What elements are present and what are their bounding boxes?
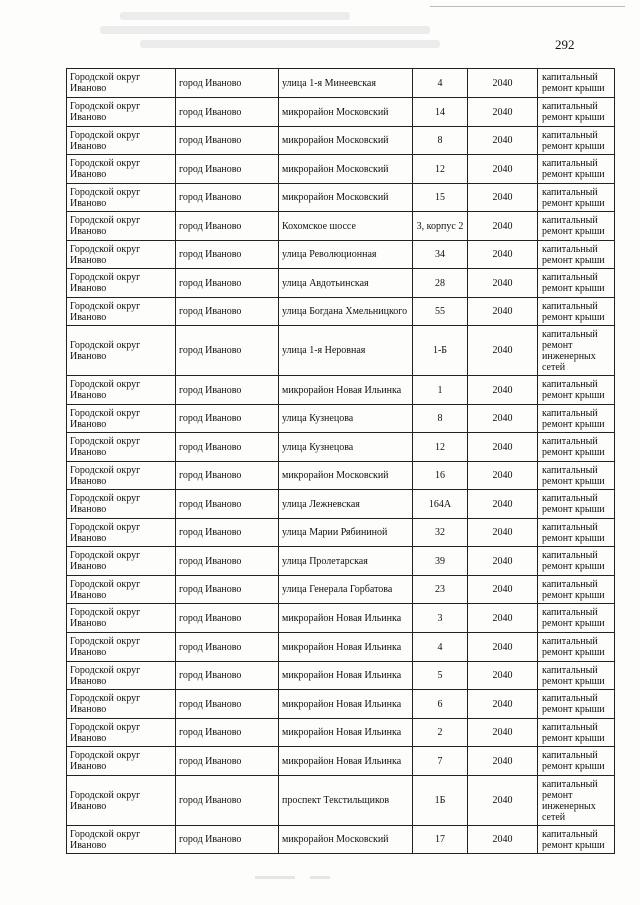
work-type-cell: капитальный ремонт крыши xyxy=(538,269,615,298)
city-cell: город Иваново xyxy=(176,405,279,433)
house-number-cell: 5 xyxy=(413,662,468,690)
year-cell: 2040 xyxy=(468,826,538,854)
house-number-cell: 8 xyxy=(413,405,468,433)
street-cell: улица Марии Рябининой xyxy=(279,519,413,547)
table-row xyxy=(67,519,615,547)
city-cell: город Иваново xyxy=(176,719,279,747)
house-number-cell: 12 xyxy=(413,155,468,184)
city-cell: город Иваново xyxy=(176,184,279,212)
year-cell: 2040 xyxy=(468,212,538,241)
city-cell: город Иваново xyxy=(176,826,279,854)
year-cell: 2040 xyxy=(468,405,538,433)
work-type-cell: капитальный ремонт крыши xyxy=(538,633,615,662)
work-type-cell: капитальный ремонт крыши xyxy=(538,184,615,212)
city-cell: город Иваново xyxy=(176,127,279,155)
street-cell: микрорайон Новая Ильинка xyxy=(279,376,413,405)
street-cell: микрорайон Московский xyxy=(279,826,413,854)
house-number-cell: 1-Б xyxy=(413,326,468,376)
work-type-cell: капитальный ремонт крыши xyxy=(538,69,615,98)
house-number-cell: 2 xyxy=(413,719,468,747)
street-cell: улица 1-я Неровная xyxy=(279,326,413,376)
street-cell: микрорайон Новая Ильинка xyxy=(279,633,413,662)
year-cell: 2040 xyxy=(468,547,538,576)
district-cell: Городской округ Иваново xyxy=(67,719,176,747)
district-cell: Городской округ Иваново xyxy=(67,326,176,376)
page-number: 292 xyxy=(555,37,575,52)
city-cell: город Иваново xyxy=(176,547,279,576)
house-number-cell: 32 xyxy=(413,519,468,547)
year-cell: 2040 xyxy=(468,184,538,212)
house-number-cell: 4 xyxy=(413,633,468,662)
district-cell: Городской округ Иваново xyxy=(67,576,176,604)
year-cell: 2040 xyxy=(468,633,538,662)
table-row xyxy=(67,184,615,212)
district-cell: Городской округ Иваново xyxy=(67,184,176,212)
work-type-cell: капитальный ремонт крыши xyxy=(538,376,615,405)
year-cell: 2040 xyxy=(468,269,538,298)
city-cell: город Иваново xyxy=(176,155,279,184)
work-type-cell: капитальный ремонт крыши xyxy=(538,241,615,269)
table-row xyxy=(67,298,615,326)
house-number-cell: 3 xyxy=(413,604,468,633)
district-cell: Городской округ Иваново xyxy=(67,690,176,719)
district-cell: Городской округ Иваново xyxy=(67,241,176,269)
city-cell: город Иваново xyxy=(176,241,279,269)
year-cell: 2040 xyxy=(468,747,538,776)
table-row xyxy=(67,604,615,633)
street-cell: микрорайон Новая Ильинка xyxy=(279,604,413,633)
street-cell: улица Кузнецова xyxy=(279,405,413,433)
year-cell: 2040 xyxy=(468,433,538,462)
street-cell: микрорайон Новая Ильинка xyxy=(279,719,413,747)
city-cell: город Иваново xyxy=(176,690,279,719)
district-cell: Городской округ Иваново xyxy=(67,547,176,576)
table-row xyxy=(67,490,615,519)
street-cell: микрорайон Московский xyxy=(279,98,413,127)
table-row xyxy=(67,326,615,376)
table-row xyxy=(67,747,615,776)
street-cell: улица Богдана Хмельницкого xyxy=(279,298,413,326)
city-cell: город Иваново xyxy=(176,433,279,462)
street-cell: микрорайон Новая Ильинка xyxy=(279,747,413,776)
year-cell: 2040 xyxy=(468,576,538,604)
work-type-cell: капитальный ремонт крыши xyxy=(538,547,615,576)
table-row xyxy=(67,376,615,405)
district-cell: Городской округ Иваново xyxy=(67,69,176,98)
year-cell: 2040 xyxy=(468,604,538,633)
city-cell: город Иваново xyxy=(176,376,279,405)
work-type-cell: капитальный ремонт крыши xyxy=(538,212,615,241)
city-cell: город Иваново xyxy=(176,490,279,519)
district-cell: Городской округ Иваново xyxy=(67,490,176,519)
table-row xyxy=(67,127,615,155)
year-cell: 2040 xyxy=(468,241,538,269)
street-cell: улица Лежневская xyxy=(279,490,413,519)
city-cell: город Иваново xyxy=(176,69,279,98)
table-row xyxy=(67,690,615,719)
street-cell: микрорайон Московский xyxy=(279,127,413,155)
house-number-cell: 4 xyxy=(413,69,468,98)
house-number-cell: 23 xyxy=(413,576,468,604)
street-cell: улица Авдотьинская xyxy=(279,269,413,298)
table-row xyxy=(67,719,615,747)
district-cell: Городской округ Иваново xyxy=(67,519,176,547)
district-cell: Городской округ Иваново xyxy=(67,405,176,433)
table-row xyxy=(67,662,615,690)
city-cell: город Иваново xyxy=(176,776,279,826)
house-number-cell: 28 xyxy=(413,269,468,298)
street-cell: улица Революционная xyxy=(279,241,413,269)
street-cell: проспект Текстильщиков xyxy=(279,776,413,826)
work-type-cell: капитальный ремонт крыши xyxy=(538,98,615,127)
city-cell: город Иваново xyxy=(176,212,279,241)
top-rule xyxy=(430,6,625,7)
house-number-cell: 16 xyxy=(413,462,468,490)
district-cell: Городской округ Иваново xyxy=(67,604,176,633)
work-type-cell: капитальный ремонт крыши xyxy=(538,747,615,776)
district-cell: Городской округ Иваново xyxy=(67,747,176,776)
house-number-cell: 8 xyxy=(413,127,468,155)
table-row xyxy=(67,462,615,490)
year-cell: 2040 xyxy=(468,776,538,826)
work-type-cell: капитальный ремонт крыши xyxy=(538,298,615,326)
house-number-cell: 39 xyxy=(413,547,468,576)
year-cell: 2040 xyxy=(468,490,538,519)
city-cell: город Иваново xyxy=(176,633,279,662)
work-type-cell: капитальный ремонт крыши xyxy=(538,405,615,433)
district-cell: Городской округ Иваново xyxy=(67,376,176,405)
street-cell: улица Кузнецова xyxy=(279,433,413,462)
table-row xyxy=(67,212,615,241)
house-number-cell: 12 xyxy=(413,433,468,462)
work-type-cell: капитальный ремонт крыши xyxy=(538,127,615,155)
work-type-cell: капитальный ремонт крыши xyxy=(538,155,615,184)
district-cell: Городской округ Иваново xyxy=(67,462,176,490)
table-row xyxy=(67,633,615,662)
work-type-cell: капитальный ремонт крыши xyxy=(538,519,615,547)
year-cell: 2040 xyxy=(468,462,538,490)
year-cell: 2040 xyxy=(468,719,538,747)
city-cell: город Иваново xyxy=(176,298,279,326)
work-type-cell: капитальный ремонт крыши xyxy=(538,826,615,854)
table-row xyxy=(67,433,615,462)
street-cell: улица Генерала Горбатова xyxy=(279,576,413,604)
district-cell: Городской округ Иваново xyxy=(67,633,176,662)
district-cell: Городской округ Иваново xyxy=(67,269,176,298)
district-cell: Городской округ Иваново xyxy=(67,212,176,241)
city-cell: город Иваново xyxy=(176,747,279,776)
year-cell: 2040 xyxy=(468,127,538,155)
city-cell: город Иваново xyxy=(176,519,279,547)
street-cell: Кохомское шоссе xyxy=(279,212,413,241)
housing-repair-table xyxy=(66,68,615,854)
district-cell: Городской округ Иваново xyxy=(67,662,176,690)
house-number-cell: 17 xyxy=(413,826,468,854)
year-cell: 2040 xyxy=(468,376,538,405)
table-row xyxy=(67,155,615,184)
house-number-cell: 15 xyxy=(413,184,468,212)
table-row xyxy=(67,547,615,576)
city-cell: город Иваново xyxy=(176,662,279,690)
table-row xyxy=(67,241,615,269)
street-cell: микрорайон Московский xyxy=(279,155,413,184)
house-number-cell: 164А xyxy=(413,490,468,519)
work-type-cell: капитальный ремонт крыши xyxy=(538,719,615,747)
city-cell: город Иваново xyxy=(176,604,279,633)
district-cell: Городской округ Иваново xyxy=(67,298,176,326)
table-row xyxy=(67,826,615,854)
year-cell: 2040 xyxy=(468,298,538,326)
work-type-cell: капитальный ремонт крыши xyxy=(538,433,615,462)
year-cell: 2040 xyxy=(468,155,538,184)
house-number-cell: 6 xyxy=(413,690,468,719)
bottom-mark xyxy=(310,876,330,879)
year-cell: 2040 xyxy=(468,69,538,98)
year-cell: 2040 xyxy=(468,326,538,376)
house-number-cell: 3, корпус 2 xyxy=(413,212,468,241)
bottom-mark xyxy=(255,876,295,879)
district-cell: Городской округ Иваново xyxy=(67,433,176,462)
year-cell: 2040 xyxy=(468,662,538,690)
street-cell: микрорайон Новая Ильинка xyxy=(279,662,413,690)
work-type-cell: капитальный ремонт крыши xyxy=(538,604,615,633)
city-cell: город Иваново xyxy=(176,269,279,298)
work-type-cell: капитальный ремонт инженерных сетей xyxy=(538,326,615,376)
house-number-cell: 7 xyxy=(413,747,468,776)
district-cell: Городской округ Иваново xyxy=(67,776,176,826)
faded-header-stamp xyxy=(100,8,520,58)
house-number-cell: 1 xyxy=(413,376,468,405)
year-cell: 2040 xyxy=(468,690,538,719)
year-cell: 2040 xyxy=(468,519,538,547)
district-cell: Городской округ Иваново xyxy=(67,127,176,155)
table-row xyxy=(67,405,615,433)
street-cell: микрорайон Новая Ильинка xyxy=(279,690,413,719)
work-type-cell: капитальный ремонт инженерных сетей xyxy=(538,776,615,826)
street-cell: микрорайон Московский xyxy=(279,184,413,212)
table-row xyxy=(67,98,615,127)
table-row xyxy=(67,269,615,298)
city-cell: город Иваново xyxy=(176,98,279,127)
street-cell: улица 1-я Минеевская xyxy=(279,69,413,98)
house-number-cell: 14 xyxy=(413,98,468,127)
district-cell: Городской округ Иваново xyxy=(67,155,176,184)
work-type-cell: капитальный ремонт крыши xyxy=(538,462,615,490)
work-type-cell: капитальный ремонт крыши xyxy=(538,662,615,690)
city-cell: город Иваново xyxy=(176,462,279,490)
work-type-cell: капитальный ремонт крыши xyxy=(538,690,615,719)
table-row xyxy=(67,776,615,826)
house-number-cell: 55 xyxy=(413,298,468,326)
city-cell: город Иваново xyxy=(176,576,279,604)
street-cell: микрорайон Московский xyxy=(279,462,413,490)
house-number-cell: 34 xyxy=(413,241,468,269)
work-type-cell: капитальный ремонт крыши xyxy=(538,576,615,604)
district-cell: Городской округ Иваново xyxy=(67,98,176,127)
street-cell: улица Пролетарская xyxy=(279,547,413,576)
table-body xyxy=(67,69,615,854)
table-row xyxy=(67,576,615,604)
table-row xyxy=(67,69,615,98)
district-cell: Городской округ Иваново xyxy=(67,826,176,854)
city-cell: город Иваново xyxy=(176,326,279,376)
year-cell: 2040 xyxy=(468,98,538,127)
work-type-cell: капитальный ремонт крыши xyxy=(538,490,615,519)
house-number-cell: 1Б xyxy=(413,776,468,826)
